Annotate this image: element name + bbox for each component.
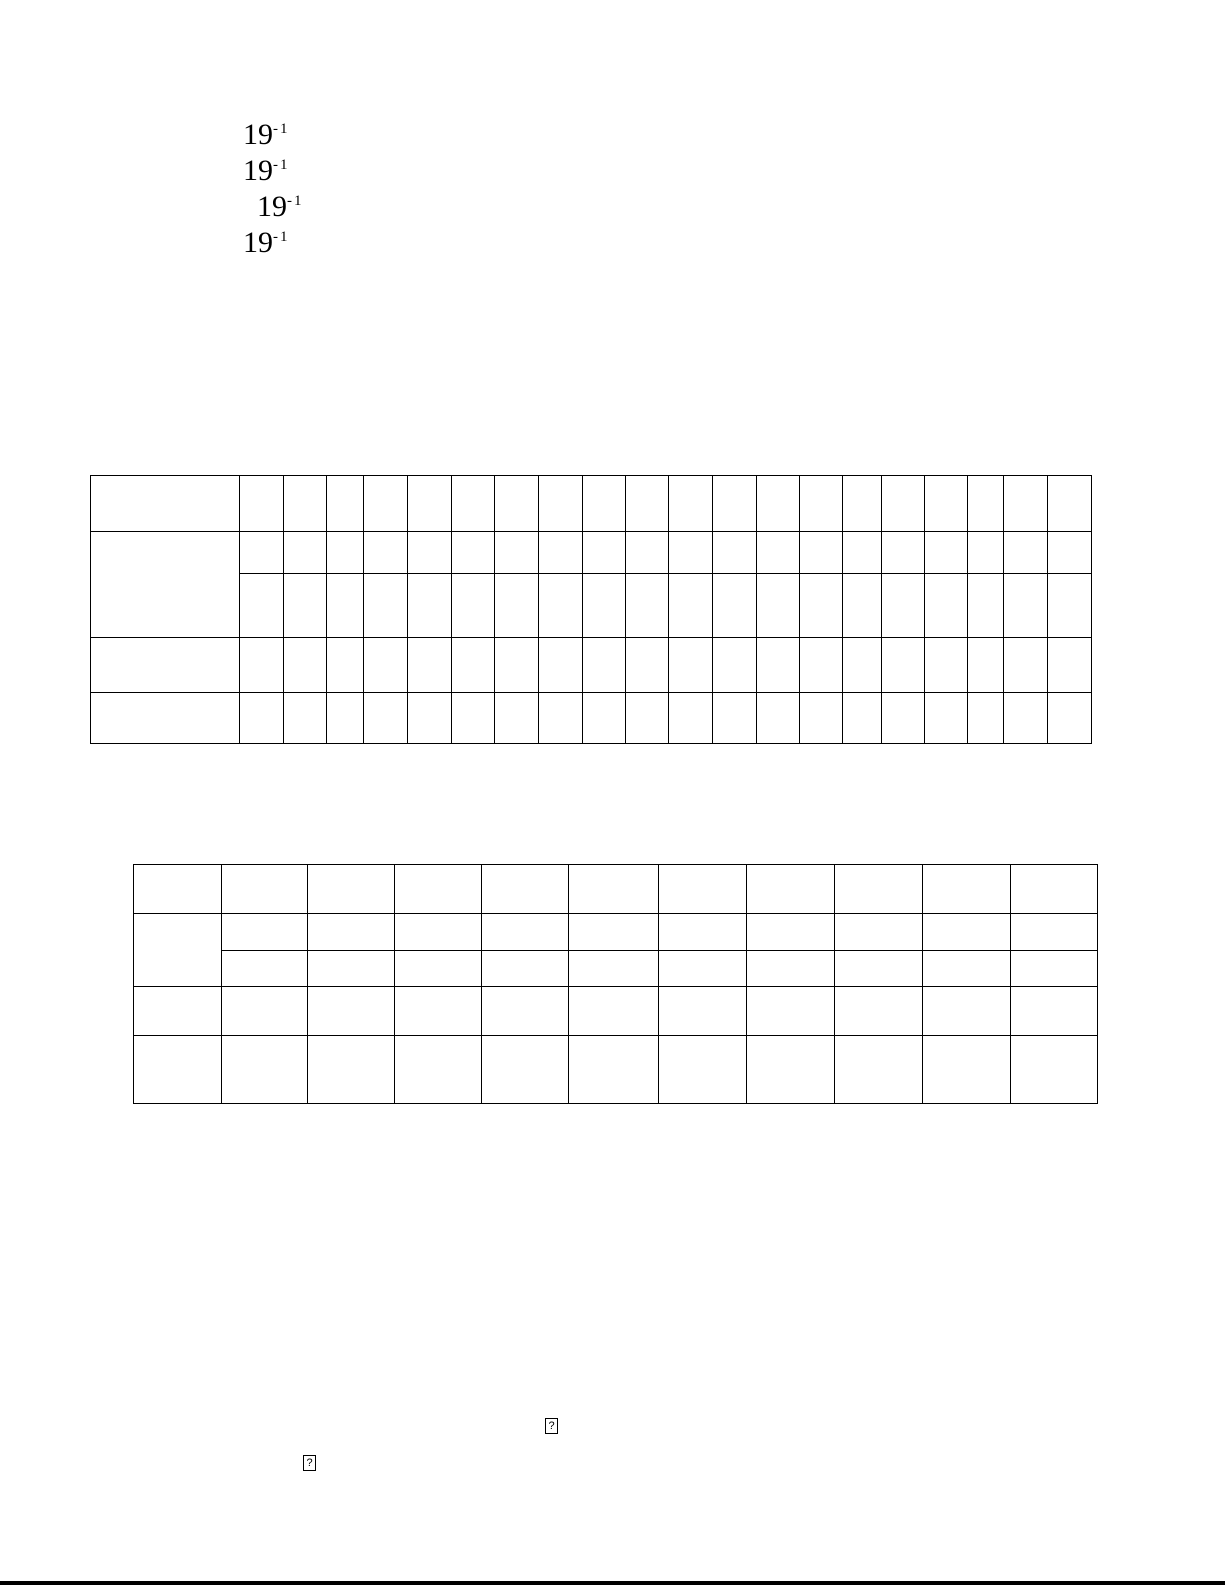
table-cell (747, 1036, 835, 1104)
table-cell (495, 638, 539, 693)
table-cell (843, 693, 882, 744)
table-cell (1011, 914, 1098, 951)
table-cell (882, 693, 925, 744)
table-cell (583, 693, 626, 744)
table-cell (240, 638, 284, 693)
table-cell (91, 638, 240, 693)
table-cell (395, 987, 482, 1036)
table-cell (408, 693, 452, 744)
table-row (91, 693, 1092, 744)
table-cell (240, 574, 284, 638)
math-exponent: -1 (273, 229, 290, 245)
table-cell (284, 476, 327, 532)
table-cell (569, 951, 659, 987)
table-cell (968, 574, 1004, 638)
table-cell (134, 865, 222, 914)
table-cell (308, 1036, 395, 1104)
table-cell (757, 532, 800, 574)
table-cell (327, 638, 364, 693)
table-cell (757, 638, 800, 693)
table-cell (539, 638, 583, 693)
table-cell (1004, 476, 1048, 532)
table-cell (539, 476, 583, 532)
table-cell (452, 574, 495, 638)
table-row (134, 865, 1098, 914)
wide-grid-table (90, 475, 1092, 744)
table-cell (539, 693, 583, 744)
table-cell (757, 693, 800, 744)
table-cell (843, 574, 882, 638)
table-cell (923, 865, 1011, 914)
table-row (91, 532, 1092, 574)
table-cell (843, 638, 882, 693)
table-cell (482, 1036, 569, 1104)
table-cell (713, 532, 757, 574)
table-cell (923, 1036, 1011, 1104)
table-cell (1048, 638, 1092, 693)
table-cell (835, 951, 923, 987)
table-cell (452, 476, 495, 532)
table-cell (626, 574, 669, 638)
table-cell (882, 574, 925, 638)
table-cell (569, 987, 659, 1036)
table-cell (882, 532, 925, 574)
table-cell (284, 574, 327, 638)
table-cell (968, 476, 1004, 532)
table-cell (669, 476, 713, 532)
table-cell (284, 532, 327, 574)
table-cell (91, 532, 240, 638)
table-cell (626, 476, 669, 532)
table-cell (1004, 638, 1048, 693)
table-cell (539, 532, 583, 574)
missing-glyph-box: ? (303, 1455, 316, 1471)
table-cell (408, 574, 452, 638)
table-cell (1011, 987, 1098, 1036)
table-cell (327, 574, 364, 638)
table-cell (659, 914, 747, 951)
table-cell (364, 476, 408, 532)
table-cell (923, 987, 1011, 1036)
table-cell (569, 865, 659, 914)
table-cell (452, 532, 495, 574)
table-cell (284, 638, 327, 693)
table-cell (134, 987, 222, 1036)
table-cell (925, 476, 968, 532)
table-cell (800, 532, 843, 574)
table-cell (1048, 693, 1092, 744)
table-cell (583, 638, 626, 693)
table-cell (308, 987, 395, 1036)
table-cell (925, 638, 968, 693)
table-cell (757, 476, 800, 532)
table-cell (1011, 1036, 1098, 1104)
table-cell (482, 914, 569, 951)
table-cell (669, 532, 713, 574)
table-cell (835, 987, 923, 1036)
math-exponent: -1 (273, 157, 290, 173)
table-cell (364, 574, 408, 638)
table-cell (583, 476, 626, 532)
math-base: 19 (243, 154, 273, 187)
table-cell (626, 638, 669, 693)
table-cell (747, 865, 835, 914)
table-row (91, 574, 1092, 638)
table-cell (482, 951, 569, 987)
narrow-grid-table (133, 864, 1098, 1104)
math-exponent: -1 (287, 193, 304, 209)
table-cell (452, 638, 495, 693)
table-cell (583, 532, 626, 574)
table-cell (240, 693, 284, 744)
table-cell (925, 532, 968, 574)
table-cell (395, 914, 482, 951)
table-cell (222, 1036, 308, 1104)
table-cell (408, 638, 452, 693)
table-row (134, 987, 1098, 1036)
table-cell (747, 987, 835, 1036)
table-cell (327, 532, 364, 574)
table-cell (408, 532, 452, 574)
table-cell (308, 914, 395, 951)
table-cell (395, 951, 482, 987)
table-cell (482, 865, 569, 914)
table-row (91, 476, 1092, 532)
math-base: 19 (243, 226, 273, 259)
table-cell (364, 532, 408, 574)
table-cell (240, 476, 284, 532)
table-cell (626, 693, 669, 744)
table-cell (364, 638, 408, 693)
table-cell (713, 574, 757, 638)
table-cell (669, 638, 713, 693)
math-expression (243, 225, 304, 261)
table-cell (669, 574, 713, 638)
table-cell (308, 865, 395, 914)
table-cell (495, 476, 539, 532)
table-cell (327, 693, 364, 744)
table-cell (539, 574, 583, 638)
table-cell (747, 951, 835, 987)
wide-grid-table (90, 475, 1092, 744)
table-row (91, 638, 1092, 693)
math-expression (243, 189, 304, 225)
table-cell (968, 693, 1004, 744)
table-cell (495, 693, 539, 744)
table-cell (925, 574, 968, 638)
table-row (134, 951, 1098, 987)
missing-glyph-box: ? (545, 1418, 558, 1434)
table-cell (395, 865, 482, 914)
table-cell (669, 693, 713, 744)
table-cell (222, 914, 308, 951)
table-cell (800, 574, 843, 638)
math-expression (243, 117, 304, 153)
table-row (134, 1036, 1098, 1104)
table-cell (882, 476, 925, 532)
table-cell (626, 532, 669, 574)
table-cell (659, 1036, 747, 1104)
table-cell (747, 914, 835, 951)
table-cell (1004, 574, 1048, 638)
table-cell (1004, 693, 1048, 744)
table-cell (800, 693, 843, 744)
table-cell (968, 532, 1004, 574)
table-cell (923, 951, 1011, 987)
table-cell (659, 987, 747, 1036)
table-cell (134, 914, 222, 987)
table-cell (91, 476, 240, 532)
table-cell (659, 951, 747, 987)
table-cell (659, 865, 747, 914)
table-cell (713, 638, 757, 693)
table-cell (1048, 574, 1092, 638)
table-cell (395, 1036, 482, 1104)
table-cell (1004, 532, 1048, 574)
table-cell (91, 693, 240, 744)
table-cell (327, 476, 364, 532)
narrow-grid-table (133, 864, 1098, 1104)
table-cell (495, 574, 539, 638)
table-cell (1011, 951, 1098, 987)
table-cell (800, 638, 843, 693)
table-cell (843, 476, 882, 532)
table-row (134, 914, 1098, 951)
table-cell (1011, 865, 1098, 914)
math-expression (243, 153, 304, 189)
table-cell (452, 693, 495, 744)
table-cell (134, 1036, 222, 1104)
table-cell (495, 532, 539, 574)
table-cell (713, 476, 757, 532)
table-cell (925, 693, 968, 744)
table-cell (583, 574, 626, 638)
table-cell (843, 532, 882, 574)
table-cell (240, 532, 284, 574)
table-cell (284, 693, 327, 744)
table-cell (308, 951, 395, 987)
table-cell (800, 476, 843, 532)
table-cell (1048, 476, 1092, 532)
table-cell (923, 914, 1011, 951)
table-cell (364, 693, 408, 744)
table-cell (835, 865, 923, 914)
math-base: 19 (257, 190, 287, 223)
table-cell (713, 693, 757, 744)
table-cell (222, 865, 308, 914)
math-base: 19 (243, 118, 273, 151)
exponent-list (243, 117, 304, 261)
table-cell (222, 987, 308, 1036)
table-cell (482, 987, 569, 1036)
table-cell (757, 574, 800, 638)
math-exponent: -1 (273, 121, 290, 137)
table-cell (968, 638, 1004, 693)
table-cell (569, 1036, 659, 1104)
table-cell (569, 914, 659, 951)
table-cell (882, 638, 925, 693)
table-cell (1048, 532, 1092, 574)
table-cell (408, 476, 452, 532)
table-cell (835, 1036, 923, 1104)
table-cell (835, 914, 923, 951)
table-cell (222, 951, 308, 987)
page-bottom-rule (0, 1581, 1225, 1585)
